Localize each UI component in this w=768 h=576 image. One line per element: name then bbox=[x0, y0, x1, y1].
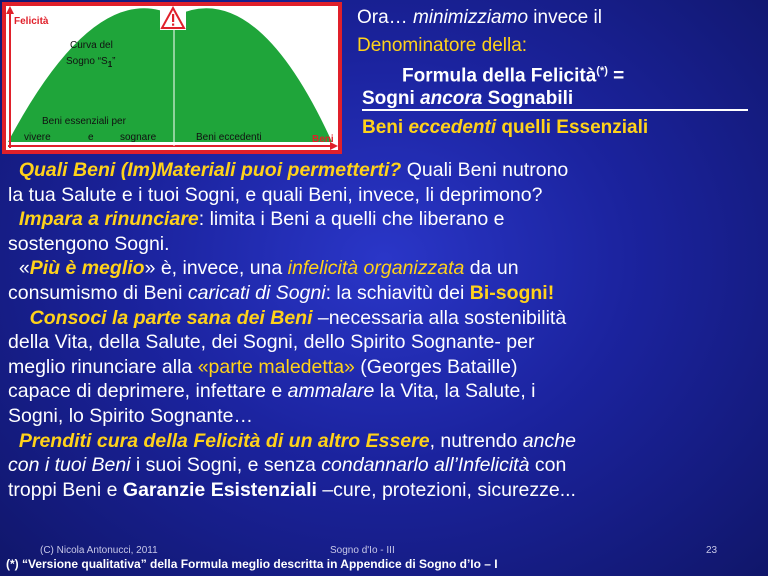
body-line: capace di deprimere, infettare e ammalare la Vita, la Salute, i bbox=[8, 380, 536, 403]
body-text bbox=[8, 158, 764, 502]
footnote: (*) “Versione qualitativa” della Formula meglio descritta in Appendice di Sogno d’Io – I bbox=[6, 557, 498, 571]
body-line: troppi Beni e Garanzie Esistenziali –cure, protezioni, sicurezze... bbox=[8, 478, 576, 501]
curve-label-line2: Sogno “$S_1$” bbox=[66, 56, 116, 69]
heading-line-1: Ora… minimizziamo invece il bbox=[357, 7, 602, 28]
body-line: Sogni, lo Spirito Sognante… bbox=[8, 404, 253, 427]
body-line: meglio rinunciare alla «parte maledetta» (Georges Bataille) bbox=[8, 355, 518, 378]
body-line: Consoci la parte sana dei Beni –necessaria alla sostenibilità bbox=[29, 306, 567, 329]
footer-title: Sogno d'Io - III bbox=[330, 545, 395, 556]
chart-x-label: Beni bbox=[312, 134, 334, 145]
heading-line-2: Denominatore della: bbox=[357, 35, 528, 56]
page-number: 23 bbox=[706, 545, 718, 556]
body-line: Impara a rinunciare: limita i Beni a quelli che liberano e bbox=[18, 208, 505, 231]
body-line: la tua Salute e i tuoi Sogni, e quali Beni, invece, li deprimono? bbox=[8, 183, 543, 206]
copyright: (C) Nicola Antonucci, 2011 bbox=[40, 545, 158, 556]
body-line: Prenditi cura della Felicità di un altro Essere, nutrendo anche bbox=[18, 429, 576, 452]
essential-goods-dream: sognare bbox=[120, 132, 157, 143]
body-line: «Più è meglio» è, invece, una infelicità organizzata da un bbox=[18, 257, 519, 280]
formula-title: Formula della Felicità(*) = bbox=[402, 65, 625, 87]
essential-goods-live: vivere bbox=[24, 132, 51, 143]
curve-label-line1: Curva del bbox=[70, 40, 113, 51]
body-line: consumismo di Beni caricati di Sogni: la schiavitù dei Bi-sogni! bbox=[8, 281, 555, 304]
chart-y-label: Felicità bbox=[14, 16, 49, 27]
formula-numerator: Sogni ancora Sognabili bbox=[362, 88, 748, 111]
excess-goods-label: Beni eccedenti bbox=[196, 132, 262, 143]
happiness-curve-chart bbox=[2, 2, 342, 154]
essential-goods-label: Beni essenziali per bbox=[42, 116, 126, 127]
body-line: della Vita, della Salute, dei Sogni, dello Spirito Sognante- per bbox=[8, 331, 535, 354]
essential-goods-and: e bbox=[88, 132, 94, 143]
body-line: sostengono Sogni. bbox=[8, 232, 170, 255]
body-line: con i tuoi Beni i suoi Sogni, e senza condannarlo all’Infelicità con bbox=[8, 454, 567, 477]
formula-denominator: Beni eccedenti quelli Essenziali bbox=[362, 117, 649, 138]
y-axis-arrow-icon bbox=[6, 6, 14, 14]
body-line: Quali Beni (Im)Materiali puoi permetterti? Quali Beni nutrono bbox=[18, 159, 569, 181]
warning-triangle-icon bbox=[160, 6, 186, 30]
